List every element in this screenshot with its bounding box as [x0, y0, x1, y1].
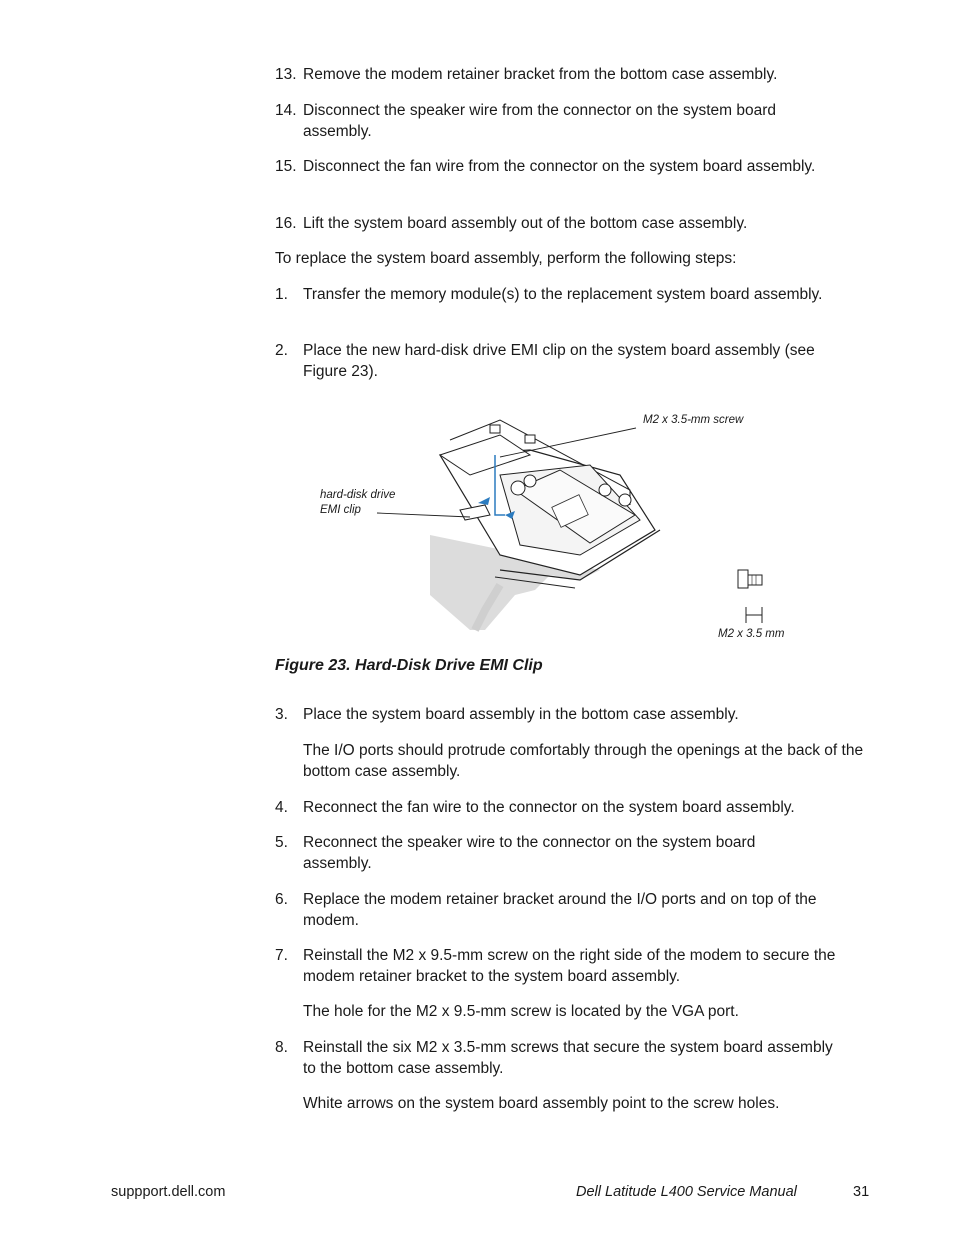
step-number: 13.: [275, 66, 297, 83]
clip-label-line1: hard-disk drive: [320, 489, 396, 501]
step-8: [275, 1037, 875, 1079]
footer-website: suppport.dell.com: [111, 1184, 226, 1200]
step-text: Reconnect the speaker wire to the connector on the system board assembly.: [303, 834, 756, 872]
figure-caption: Figure 23. Hard-Disk Drive EMI Clip: [275, 657, 543, 674]
footer-manual-title: Dell Latitude L400 Service Manual: [576, 1184, 797, 1200]
step-1: [275, 284, 875, 305]
step-14: [275, 100, 875, 142]
step-16: [275, 213, 875, 234]
screw-label: M2 x 3.5-mm screw: [643, 414, 744, 426]
step-text: Reinstall the M2 x 9.5-mm screw on the right side of the modem to secure the modem retainer bracket to the system board assembly.: [303, 947, 836, 985]
screw-icon: [738, 570, 762, 623]
intro-paragraph: To replace the system board assembly, perform the following steps:: [275, 250, 737, 267]
step-number: 8.: [275, 1039, 288, 1056]
step-4: [275, 797, 875, 818]
step-number: 5.: [275, 834, 288, 851]
clip-label-line2: EMI clip: [320, 504, 361, 516]
step-text: Transfer the memory module(s) to the replacement system board assembly.: [303, 286, 823, 303]
screw-leader-line: [500, 428, 636, 457]
screw-size-label: M2 x 3.5 mm: [718, 628, 785, 640]
step-text: Lift the system board assembly out of the bottom case assembly.: [303, 215, 748, 232]
step-7-note: The hole for the M2 x 9.5-mm screw is located by the VGA port.: [303, 1003, 739, 1020]
footer-page-number: 31: [853, 1184, 870, 1200]
step-text: Reconnect the fan wire to the connector on the system board assembly.: [303, 799, 795, 816]
step-5: [275, 832, 875, 874]
step-number: 1.: [275, 286, 288, 303]
step-text: Disconnect the speaker wire from the connector on the system board assembly.: [303, 102, 776, 140]
step-6: [275, 889, 875, 931]
step-15: [275, 156, 875, 177]
figure-23-illustration: [300, 395, 820, 655]
step-number: 3.: [275, 706, 288, 723]
step-number: 14.: [275, 102, 297, 119]
step-13: [275, 64, 875, 85]
step-number: 6.: [275, 891, 288, 908]
step-2: [275, 340, 875, 382]
system-board-drawing: [300, 395, 820, 655]
step-text: Remove the modem retainer bracket from the bottom case assembly.: [303, 66, 778, 83]
step-3-note: The I/O ports should protrude comfortably through the openings at the back of the bottom case assembly.: [303, 742, 864, 780]
step-text: Reinstall the six M2 x 3.5-mm screws that secure the system board assembly to the bottom case assembly.: [303, 1039, 833, 1077]
step-number: 7.: [275, 947, 288, 964]
step-text: Replace the modem retainer bracket around the I/O ports and on top of the modem.: [303, 891, 817, 929]
step-number: 4.: [275, 799, 288, 816]
step-number: 16.: [275, 215, 297, 232]
step-number: 2.: [275, 342, 288, 359]
step-3: [275, 704, 875, 725]
clip-leader-line: [377, 513, 470, 517]
step-7: [275, 945, 875, 987]
step-text: Place the new hard-disk drive EMI clip on the system board assembly (see Figure 23).: [303, 342, 815, 380]
step-number: 15.: [275, 158, 297, 175]
step-8-note: White arrows on the system board assembly point to the screw holes.: [303, 1095, 780, 1112]
step-text: Place the system board assembly in the bottom case assembly.: [303, 706, 739, 723]
step-text: Disconnect the fan wire from the connector on the system board assembly.: [303, 158, 816, 175]
